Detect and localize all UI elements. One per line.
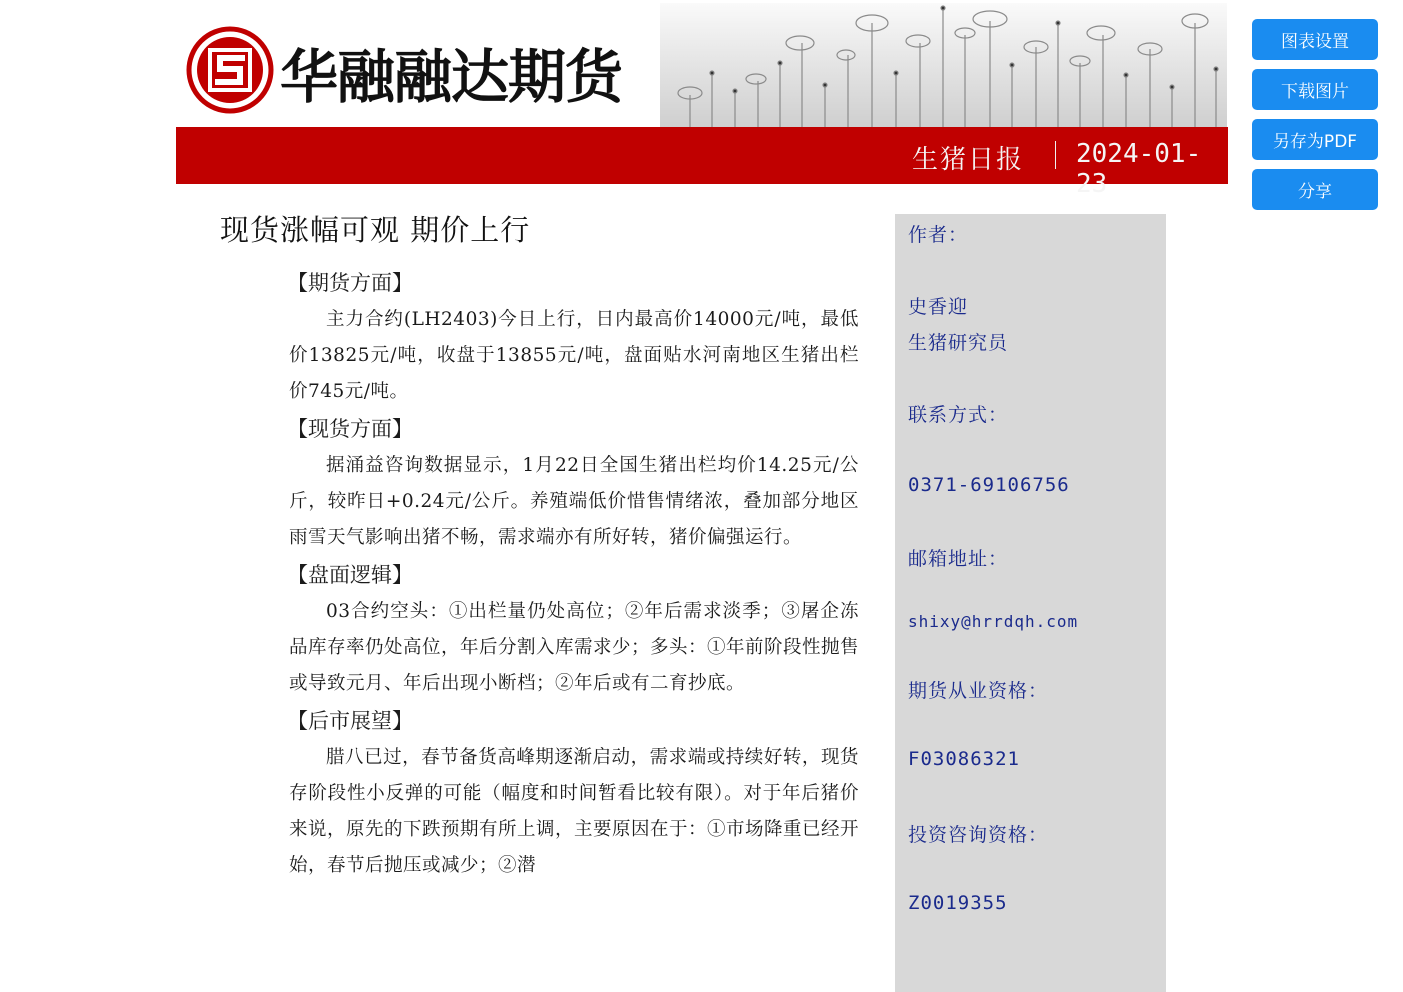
advisory-qualification-label: 投资咨询资格： (908, 824, 1049, 846)
report-type: 生猪日报 (912, 145, 1025, 175)
article-title: 现货涨幅可观 期价上行 (220, 213, 531, 247)
section-text-futures: 主力合约(LH2403)今日上行，日内最高价14000元/吨，最低价13825元/吨，收盘于13855元/吨，盘面贴水河南地区生猪出栏价745元/吨。 (289, 309, 859, 402)
contact-phone: 0371-69106756 (908, 474, 1070, 496)
logo-area (176, 0, 660, 127)
header-decoration (660, 3, 1227, 127)
author-sidebar (895, 214, 1166, 992)
section-text-spot: 据涌益咨询数据显示，1月22日全国生猪出栏均价14.25元/公斤，较昨日+0.24元/公斤。养殖端低价惜售情绪浓，叠加部分地区雨雪天气影响出猪不畅，需求端亦有所好转，猪价偏强运行。 (289, 455, 859, 548)
header-divider (1055, 141, 1056, 169)
section-heading-outlook: 【后市展望】 (287, 709, 413, 733)
email-address: shixy@hrrdqh.com (908, 612, 1079, 631)
author-label: 作者： (908, 224, 969, 246)
contact-label: 联系方式： (908, 404, 1009, 426)
section-text-logic: 03合约空头：①出栏量仍处高位；②年后需求淡季；③屠企冻品库存率仍处高位，年后分割入库需求少；多头：①年前阶段性抛售或导致元月、年后出现小断档；②年后或有二育抄底。 (289, 601, 860, 694)
chart-settings-button[interactable]: 图表设置 (1252, 19, 1378, 60)
author-name: 史香迎 (908, 296, 969, 318)
share-button[interactable]: 分享 (1252, 169, 1378, 210)
email-label: 邮箱地址： (908, 548, 1009, 570)
download-image-button[interactable]: 下载图片 (1252, 69, 1378, 110)
section-text-outlook: 腊八已过，春节备货高峰期逐渐启动，需求端或持续好转，现货存阶段性小反弹的可能（幅度和时间暂看比较有限）。对于年后猪价来说，原先的下跌预期有所上调，主要原因在于：①市场降重已经开始，春节后抛压或减少；②潜 (289, 747, 860, 876)
futures-qualification-number: F03086321 (908, 748, 1020, 770)
section-heading-spot: 【现货方面】 (287, 417, 413, 441)
futures-qualification-label: 期货从业资格： (908, 680, 1049, 702)
report-header (176, 0, 1228, 199)
advisory-qualification-number: Z0019355 (908, 892, 1008, 914)
article-body (289, 264, 859, 884)
company-name: 华融融达期货 (280, 43, 623, 111)
company-logo-icon (186, 26, 274, 114)
header-red-bar (176, 127, 1228, 199)
decorative-pins-graphic (660, 3, 1227, 127)
report-date: 2024-01-23 (1076, 139, 1202, 199)
section-heading-logic: 【盘面逻辑】 (287, 563, 413, 587)
save-pdf-button[interactable]: 另存为PDF (1252, 119, 1378, 160)
section-heading-futures: 【期货方面】 (287, 271, 413, 295)
author-title: 生猪研究员 (908, 332, 1009, 354)
